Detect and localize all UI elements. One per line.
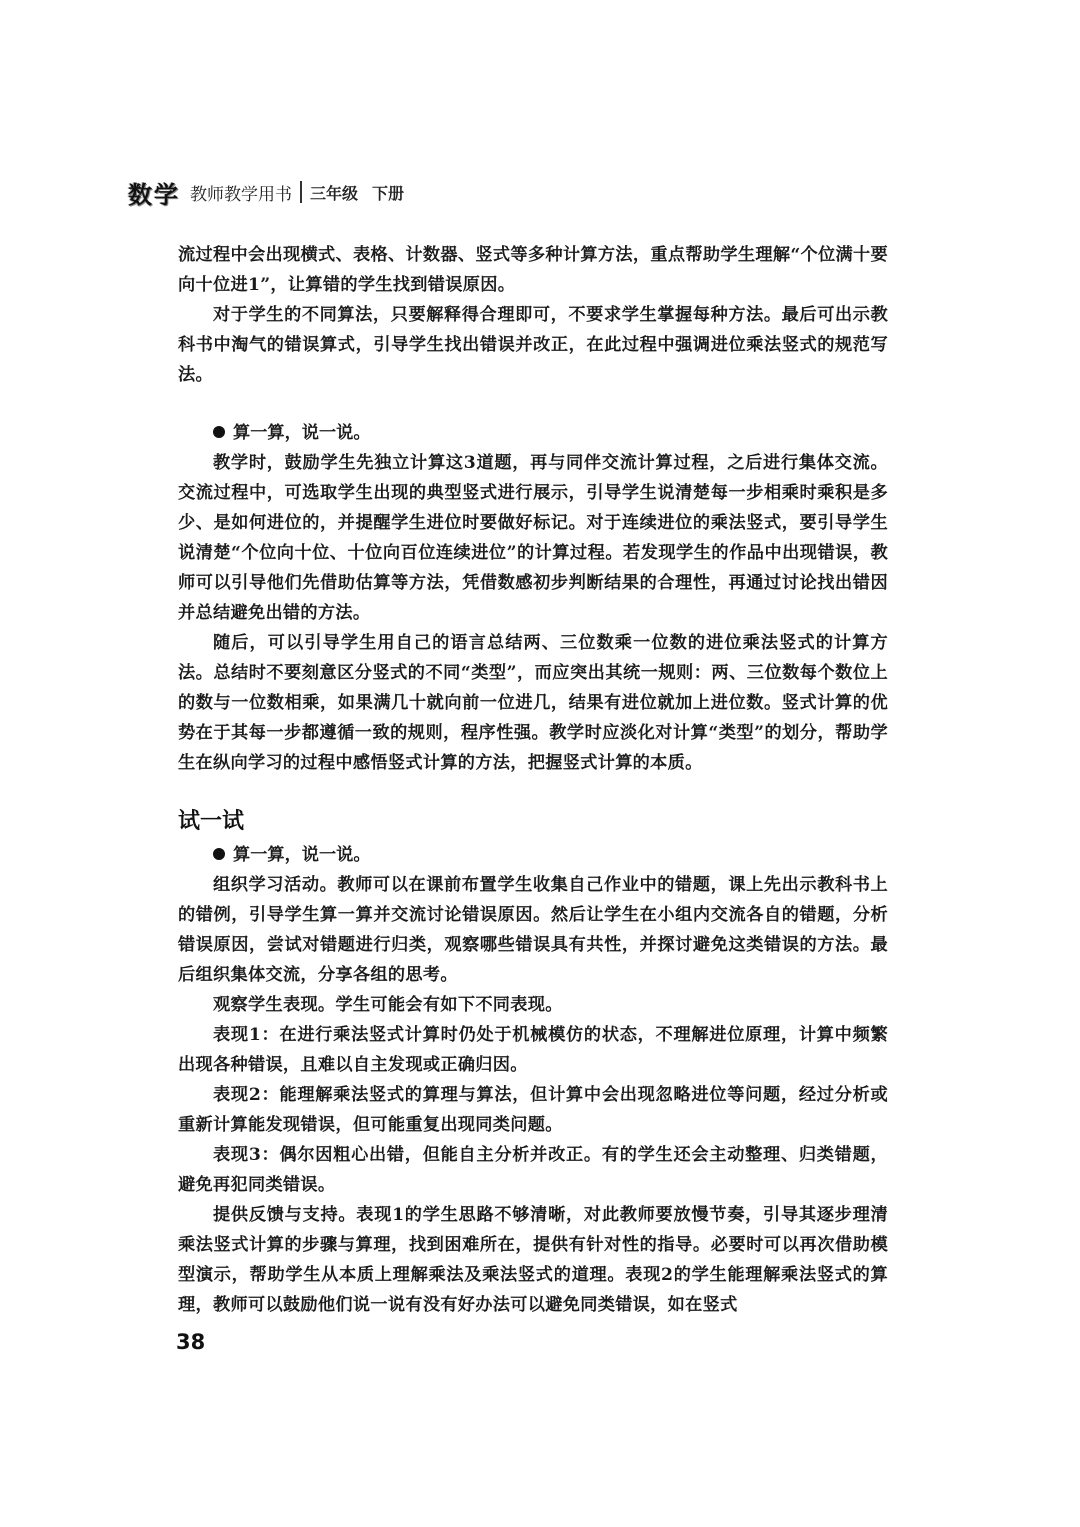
- spacer: [178, 778, 888, 804]
- bullet-heading: [178, 418, 888, 448]
- volume-label: 下册: [372, 183, 405, 203]
- paragraph: 表现3：偶尔因粗心出错，但能自主分析并改正。有的学生还会主动整理、归类错题，避免再犯同类错误。: [178, 1145, 888, 1195]
- running-header: [126, 174, 404, 210]
- section-heading: 试一试: [178, 809, 245, 834]
- subject-logo: 数学: [128, 180, 180, 209]
- paragraph: 表现2：能理解乘法竖式的算理与算法，但计算中会出现忽略进位等问题，经过分析或重新计算能发现错误，但可能重复出现同类问题。: [178, 1085, 888, 1135]
- bullet-heading: [178, 840, 888, 870]
- paragraph-continued: 流过程中会出现横式、表格、计数器、竖式等多种计算方法，重点帮助学生理解“个位满十要向十位进1”，让算错的学生找到错误原因。: [178, 245, 888, 295]
- paragraph: 对于学生的不同算法，只要解释得合理即可，不要求学生掌握每种方法。最后可出示教科书中淘气的错误算式，引导学生找出错误并改正，在此过程中强调进位乘法竖式的规范写法。: [178, 305, 888, 385]
- paragraph: 教学时，鼓励学生先独立计算这3道题，再与同伴交流计算过程，之后进行集体交流。交流过程中，可选取学生出现的典型竖式进行展示，引导学生说清楚每一步相乘时乘积是多少、是如何进位的，并提醒学生进位时要做好标记。对于连续进位的乘法竖式，要引导学生说清楚“个位向十位、十位向百位连续进位”的计算过程。若发现学生的作品中出现错误，教师可以引导他们先借助估算等方法，凭借数感初步判断结果的合理性，再通过讨论找出错因并总结避免出错的方法。: [178, 453, 888, 623]
- paragraph: 表现1：在进行乘法竖式计算时仍处于机械模仿的状态，不理解进位原理，计算中频繁出现各种错误，且难以自主发现或正确归因。: [178, 1025, 888, 1075]
- book-title: 教师教学用书: [190, 184, 292, 205]
- header-divider: [300, 181, 302, 203]
- body-text: [178, 240, 888, 1320]
- bullet-heading-text: 算一算，说一说。: [233, 845, 371, 865]
- spacer: [178, 390, 888, 418]
- paragraph: 提供反馈与支持。表现1的学生思路不够清晰，对此教师要放慢节奏，引导其逐步理清乘法竖式计算的步骤与算理，找到困难所在，提供有针对性的指导。必要时可以再次借助模型演示，帮助学生从本质上理解乘法及乘法竖式的道理。表现2的学生能理解乘法竖式的算理，教师可以鼓励他们说一说有没有好办法可以避免同类错误，如在竖式: [178, 1205, 888, 1315]
- grade-label: 三年级: [310, 183, 359, 203]
- page-number: 38: [176, 1330, 206, 1354]
- bullet-heading-text: 算一算，说一说。: [233, 423, 371, 443]
- paragraph: 观察学生表现。学生可能会有如下不同表现。: [213, 995, 563, 1015]
- bullet-dot-icon: [213, 848, 225, 860]
- paragraph: 随后，可以引导学生用自己的语言总结两、三位数乘一位数的进位乘法竖式的计算方法。总结时不要刻意区分竖式的不同“类型”，而应突出其统一规则：两、三位数每个数位上的数与一位数相乘，如果满几十就向前一位进几，结果有进位就加上进位数。竖式计算的优势在于其每一步都遵循一致的规则，程序性强。教学时应淡化对计算“类型”的划分，帮助学生在纵向学习的过程中感悟竖式计算的方法，把握竖式计算的本质。: [178, 633, 888, 773]
- paragraph: 组织学习活动。教师可以在课前布置学生收集自己作业中的错题，课上先出示教科书上的错例，引导学生算一算并交流讨论错误原因。然后让学生在小组内交流各自的错题，分析错误原因，尝试对错题进行归类，观察哪些错误具有共性，并探讨避免这类错误的方法。最后组织集体交流，分享各组的思考。: [178, 875, 888, 985]
- bullet-dot-icon: [213, 426, 225, 438]
